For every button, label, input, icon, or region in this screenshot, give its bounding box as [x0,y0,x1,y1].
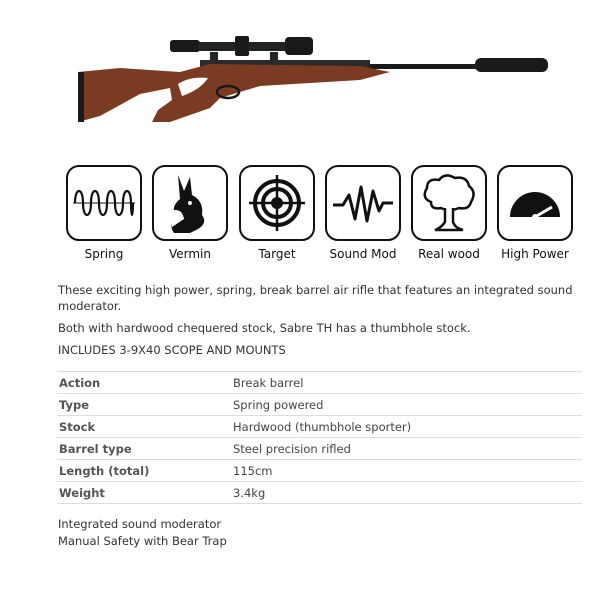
feature-label: Spring [84,247,124,261]
spring-icon [71,183,137,223]
spec-value: 3.4kg [231,482,582,504]
feature-label: Sound Mod [329,247,397,261]
table-row [57,416,582,438]
rifle-product-image [60,20,560,130]
feature-label: Real wood [418,247,480,261]
spec-value: 115cm [231,460,582,482]
feature-vermin [150,165,230,261]
spec-value: Spring powered [231,394,582,416]
gauge-icon [504,183,566,223]
feature-label: High Power [501,247,569,261]
target-icon [247,173,307,233]
table-row [57,482,582,504]
description-paragraph: These exciting high power, spring, break barrel air rifle that features an integrated sound moderator. [58,283,573,313]
feature-sound-mod [323,165,403,261]
feature-spring [64,165,144,261]
description-paragraph: INCLUDES 3-9X40 SCOPE AND MOUNTS [58,343,286,357]
table-row [57,372,582,394]
spec-key: Weight [57,482,231,504]
spec-key: Action [57,372,231,394]
vermin-icon [164,171,216,235]
table-row [57,438,582,460]
feature-real-wood [409,165,489,261]
description-paragraph: Both with hardwood chequered stock, Sabre TH has a thumbhole stock. [58,321,471,335]
product-notes [58,516,227,550]
note-line: Integrated sound moderator [58,517,222,531]
table-row [57,460,582,482]
sound-mod-icon [331,181,395,225]
spec-key: Stock [57,416,231,438]
tree-icon [419,172,479,234]
spec-value: Break barrel [231,372,582,394]
spec-value: Steel precision rifled [231,438,582,460]
feature-label: Target [258,247,296,261]
spec-table [57,371,582,504]
feature-high-power [495,165,575,261]
spec-value: Hardwood (thumbhole sporter) [231,416,582,438]
product-description [58,282,578,364]
spec-key: Length (total) [57,460,231,482]
spec-key: Barrel type [57,438,231,460]
feature-icons [64,165,576,265]
table-row [57,394,582,416]
spec-key: Type [57,394,231,416]
feature-label: Vermin [168,247,211,261]
note-line: Manual Safety with Bear Trap [58,534,227,548]
feature-target [237,165,317,261]
